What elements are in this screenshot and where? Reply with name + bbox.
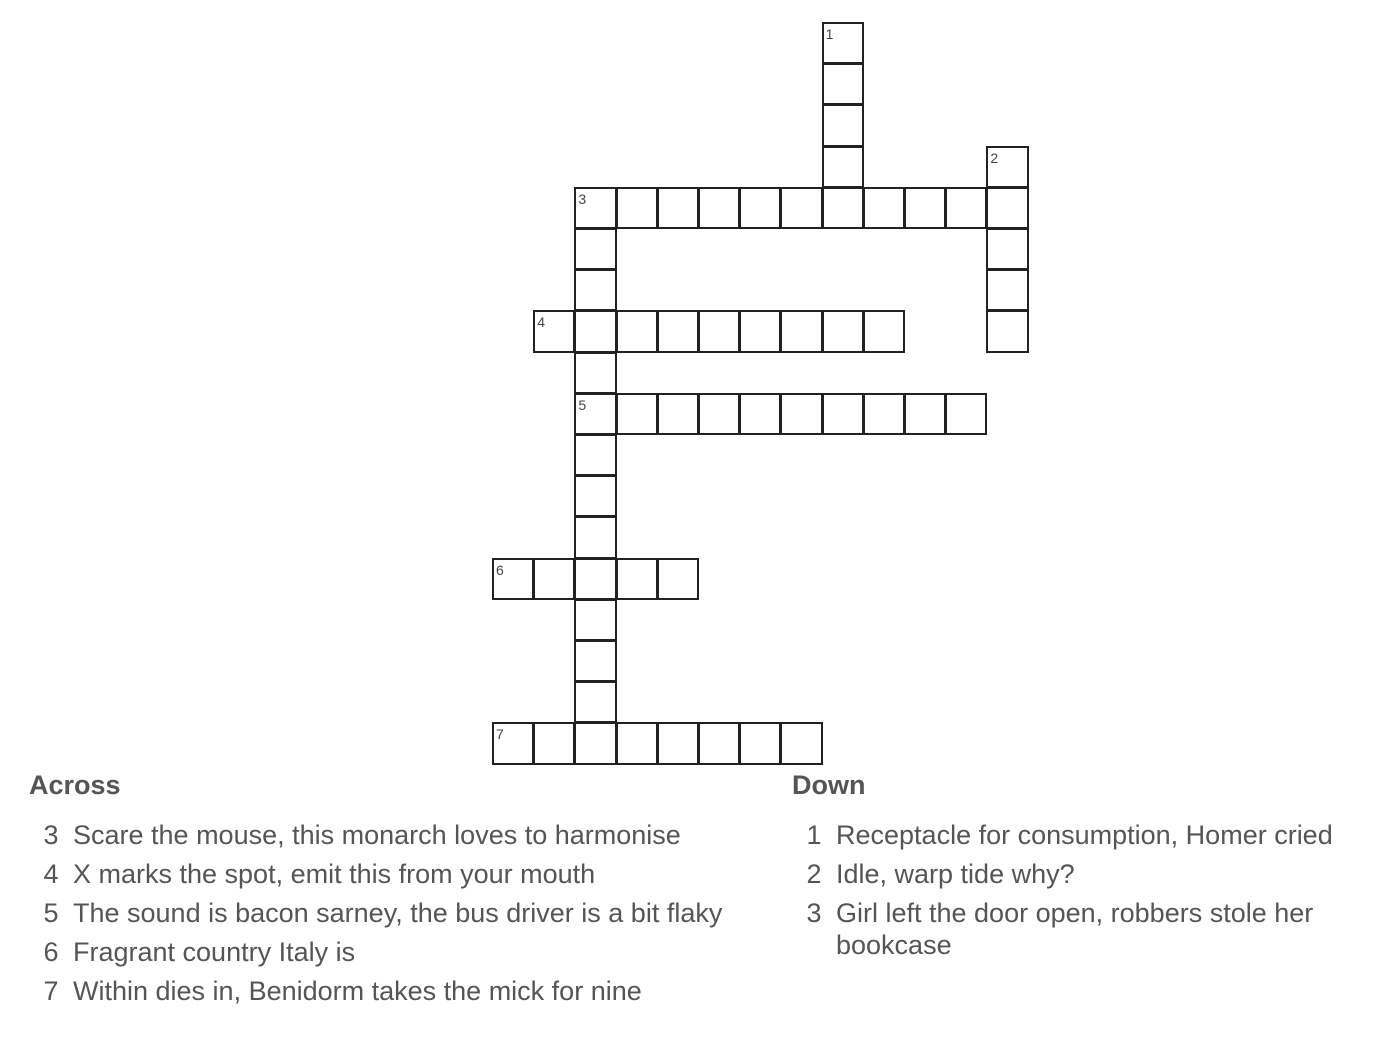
clue-across-4[interactable] [29,858,729,890]
grid-cell[interactable] [739,722,781,764]
clue-text: Idle, warp tide why? [836,859,1075,889]
grid-cell[interactable] [574,228,616,270]
cell-input[interactable] [824,148,862,186]
grid-cell[interactable] [986,269,1028,311]
grid-cell[interactable] [492,722,534,764]
cell-input[interactable] [618,312,656,350]
cell-number: 1 [825,26,834,42]
cell-input[interactable] [618,560,656,598]
clue-text: The sound is bacon sarney, the bus driver is a bit flaky [73,898,723,928]
clue-number: 3 [43,820,59,850]
clue-down-3[interactable] [792,897,1382,961]
grid-cell[interactable] [822,63,864,105]
clue-text: Scare the mouse, this monarch loves to harmonise [73,820,681,850]
grid-cell[interactable] [863,310,905,352]
cell-input[interactable] [535,560,573,598]
cell-input[interactable] [741,395,779,433]
cell-input[interactable] [906,189,944,227]
cell-input[interactable] [824,24,862,62]
grid-cell[interactable] [657,310,699,352]
grid-cell[interactable] [739,393,781,435]
grid-cell[interactable] [574,558,616,600]
cell-input[interactable] [741,189,779,227]
grid-cell[interactable] [657,393,699,435]
grid-cell[interactable] [822,310,864,352]
grid-cell[interactable] [698,393,740,435]
grid-cell[interactable] [822,146,864,188]
cell-input[interactable] [576,518,614,556]
cell-input[interactable] [659,560,697,598]
clue-across-7[interactable] [29,975,729,1007]
grid-cell[interactable] [698,187,740,229]
clue-number: 2 [806,859,822,889]
grid-cell[interactable] [574,722,616,764]
cell-input[interactable] [576,395,614,433]
cell-input[interactable] [535,724,573,762]
cell-input[interactable] [824,395,862,433]
grid-cell[interactable] [739,310,781,352]
grid-cell[interactable] [780,187,822,229]
cell-input[interactable] [824,189,862,227]
cell-input[interactable] [988,230,1026,268]
grid-cell[interactable] [822,393,864,435]
cell-input[interactable] [947,189,985,227]
cell-number: 3 [578,190,587,207]
cell-input[interactable] [576,312,614,350]
clue-down-2[interactable] [792,858,1382,890]
grid-cell[interactable] [739,187,781,229]
grid-cell[interactable] [574,599,616,641]
cell-input[interactable] [741,312,779,350]
cell-input[interactable] [824,65,862,103]
cell-input[interactable] [700,312,738,350]
grid-cell[interactable] [574,310,616,352]
across-heading: Across [29,770,121,800]
grid-cell[interactable] [945,187,987,229]
grid-cell[interactable] [780,722,822,764]
grid-cell[interactable] [863,393,905,435]
grid-cell[interactable] [616,187,658,229]
cell-input[interactable] [494,560,532,598]
cell-input[interactable] [782,395,820,433]
cell-input[interactable] [659,395,697,433]
grid-cell[interactable] [657,187,699,229]
cell-input[interactable] [988,271,1026,309]
grid-cell[interactable] [986,187,1028,229]
grid-cell[interactable] [780,393,822,435]
cell-input[interactable] [700,395,738,433]
grid-cell[interactable] [574,475,616,517]
cell-input[interactable] [576,436,614,474]
grid-cell[interactable] [492,558,534,600]
cell-input[interactable] [865,395,903,433]
cell-number: 5 [578,396,587,413]
grid-cell[interactable] [945,393,987,435]
grid-cell[interactable] [533,310,575,352]
cell-input[interactable] [988,189,1026,227]
cell-input[interactable] [494,724,532,762]
cell-input[interactable] [576,560,614,598]
cell-input[interactable] [906,395,944,433]
cell-input[interactable] [865,189,903,227]
grid-cell[interactable] [822,22,864,64]
cell-input[interactable] [576,189,614,227]
clue-number: 6 [43,937,59,967]
cell-input[interactable] [618,189,656,227]
cell-input[interactable] [659,312,697,350]
grid-cell[interactable] [616,558,658,600]
cell-input[interactable] [700,724,738,762]
cell-input[interactable] [576,724,614,762]
cell-input[interactable] [576,601,614,639]
clue-number: 3 [806,898,822,928]
clue-text: Girl left the door open, robbers stole her bookcase [836,898,1314,960]
cell-input[interactable] [824,312,862,350]
crossword-grid [493,23,1029,765]
cell-number: 2 [990,149,999,166]
grid-cell[interactable] [780,310,822,352]
grid-cell[interactable] [574,516,616,558]
grid-cell[interactable] [657,722,699,764]
cell-number: 6 [496,561,504,578]
grid-cell[interactable] [533,558,575,600]
grid-cell[interactable] [616,722,658,764]
cell-input[interactable] [576,271,614,309]
cell-input[interactable] [576,642,614,680]
clue-number: 7 [43,976,59,1006]
cell-input[interactable] [535,312,573,350]
cell-input[interactable] [618,724,656,762]
grid-cell[interactable] [863,187,905,229]
clue-text: Within dies in, Benidorm takes the mick for nine [73,976,642,1006]
cell-input[interactable] [576,354,614,392]
grid-cell[interactable] [822,187,864,229]
grid-cell[interactable] [574,640,616,682]
cell-input[interactable] [659,724,697,762]
grid-cell[interactable] [574,187,616,229]
cell-input[interactable] [988,148,1026,186]
cell-input[interactable] [576,230,614,268]
cell-input[interactable] [782,724,820,762]
grid-cell[interactable] [986,146,1028,188]
down-clues [792,770,1382,968]
across-clues [29,770,729,1014]
grid-cell[interactable] [533,722,575,764]
clue-across-6[interactable] [29,936,729,968]
grid-cell[interactable] [822,104,864,146]
grid-cell[interactable] [574,681,616,723]
clue-text: X marks the spot, emit this from your mouth [73,859,596,889]
cell-input[interactable] [947,395,985,433]
cell-input[interactable] [865,312,903,350]
clue-text: Receptacle for consumption, Homer cried [836,820,1333,850]
grid-cell[interactable] [904,393,946,435]
clue-down-1[interactable] [792,819,1382,851]
cell-input[interactable] [824,106,862,144]
grid-cell[interactable] [574,352,616,394]
clue-number: 4 [43,859,59,889]
cell-input[interactable] [576,683,614,721]
clue-number: 1 [806,820,822,850]
grid-cell[interactable] [698,310,740,352]
clue-across-3[interactable] [29,819,729,851]
grid-cell[interactable] [698,722,740,764]
cell-input[interactable] [988,312,1026,350]
cell-number: 7 [496,726,504,743]
cell-number: 4 [537,314,545,331]
grid-cell[interactable] [616,310,658,352]
cell-input[interactable] [576,477,614,515]
clue-number: 5 [43,898,59,928]
grid-cell[interactable] [616,393,658,435]
grid-cell[interactable] [657,558,699,600]
grid-cell[interactable] [574,269,616,311]
grid-cell[interactable] [986,228,1028,270]
clue-text: Fragrant country Italy is [73,937,356,967]
cell-input[interactable] [618,395,656,433]
grid-cell[interactable] [904,187,946,229]
grid-cell[interactable] [574,434,616,476]
cell-input[interactable] [741,724,779,762]
clue-across-5[interactable] [29,897,729,929]
cell-input[interactable] [782,312,820,350]
cell-input[interactable] [659,189,697,227]
cell-input[interactable] [700,189,738,227]
cell-input[interactable] [782,189,820,227]
grid-cell[interactable] [574,393,616,435]
grid-cell[interactable] [986,310,1028,352]
down-heading: Down [792,770,866,800]
